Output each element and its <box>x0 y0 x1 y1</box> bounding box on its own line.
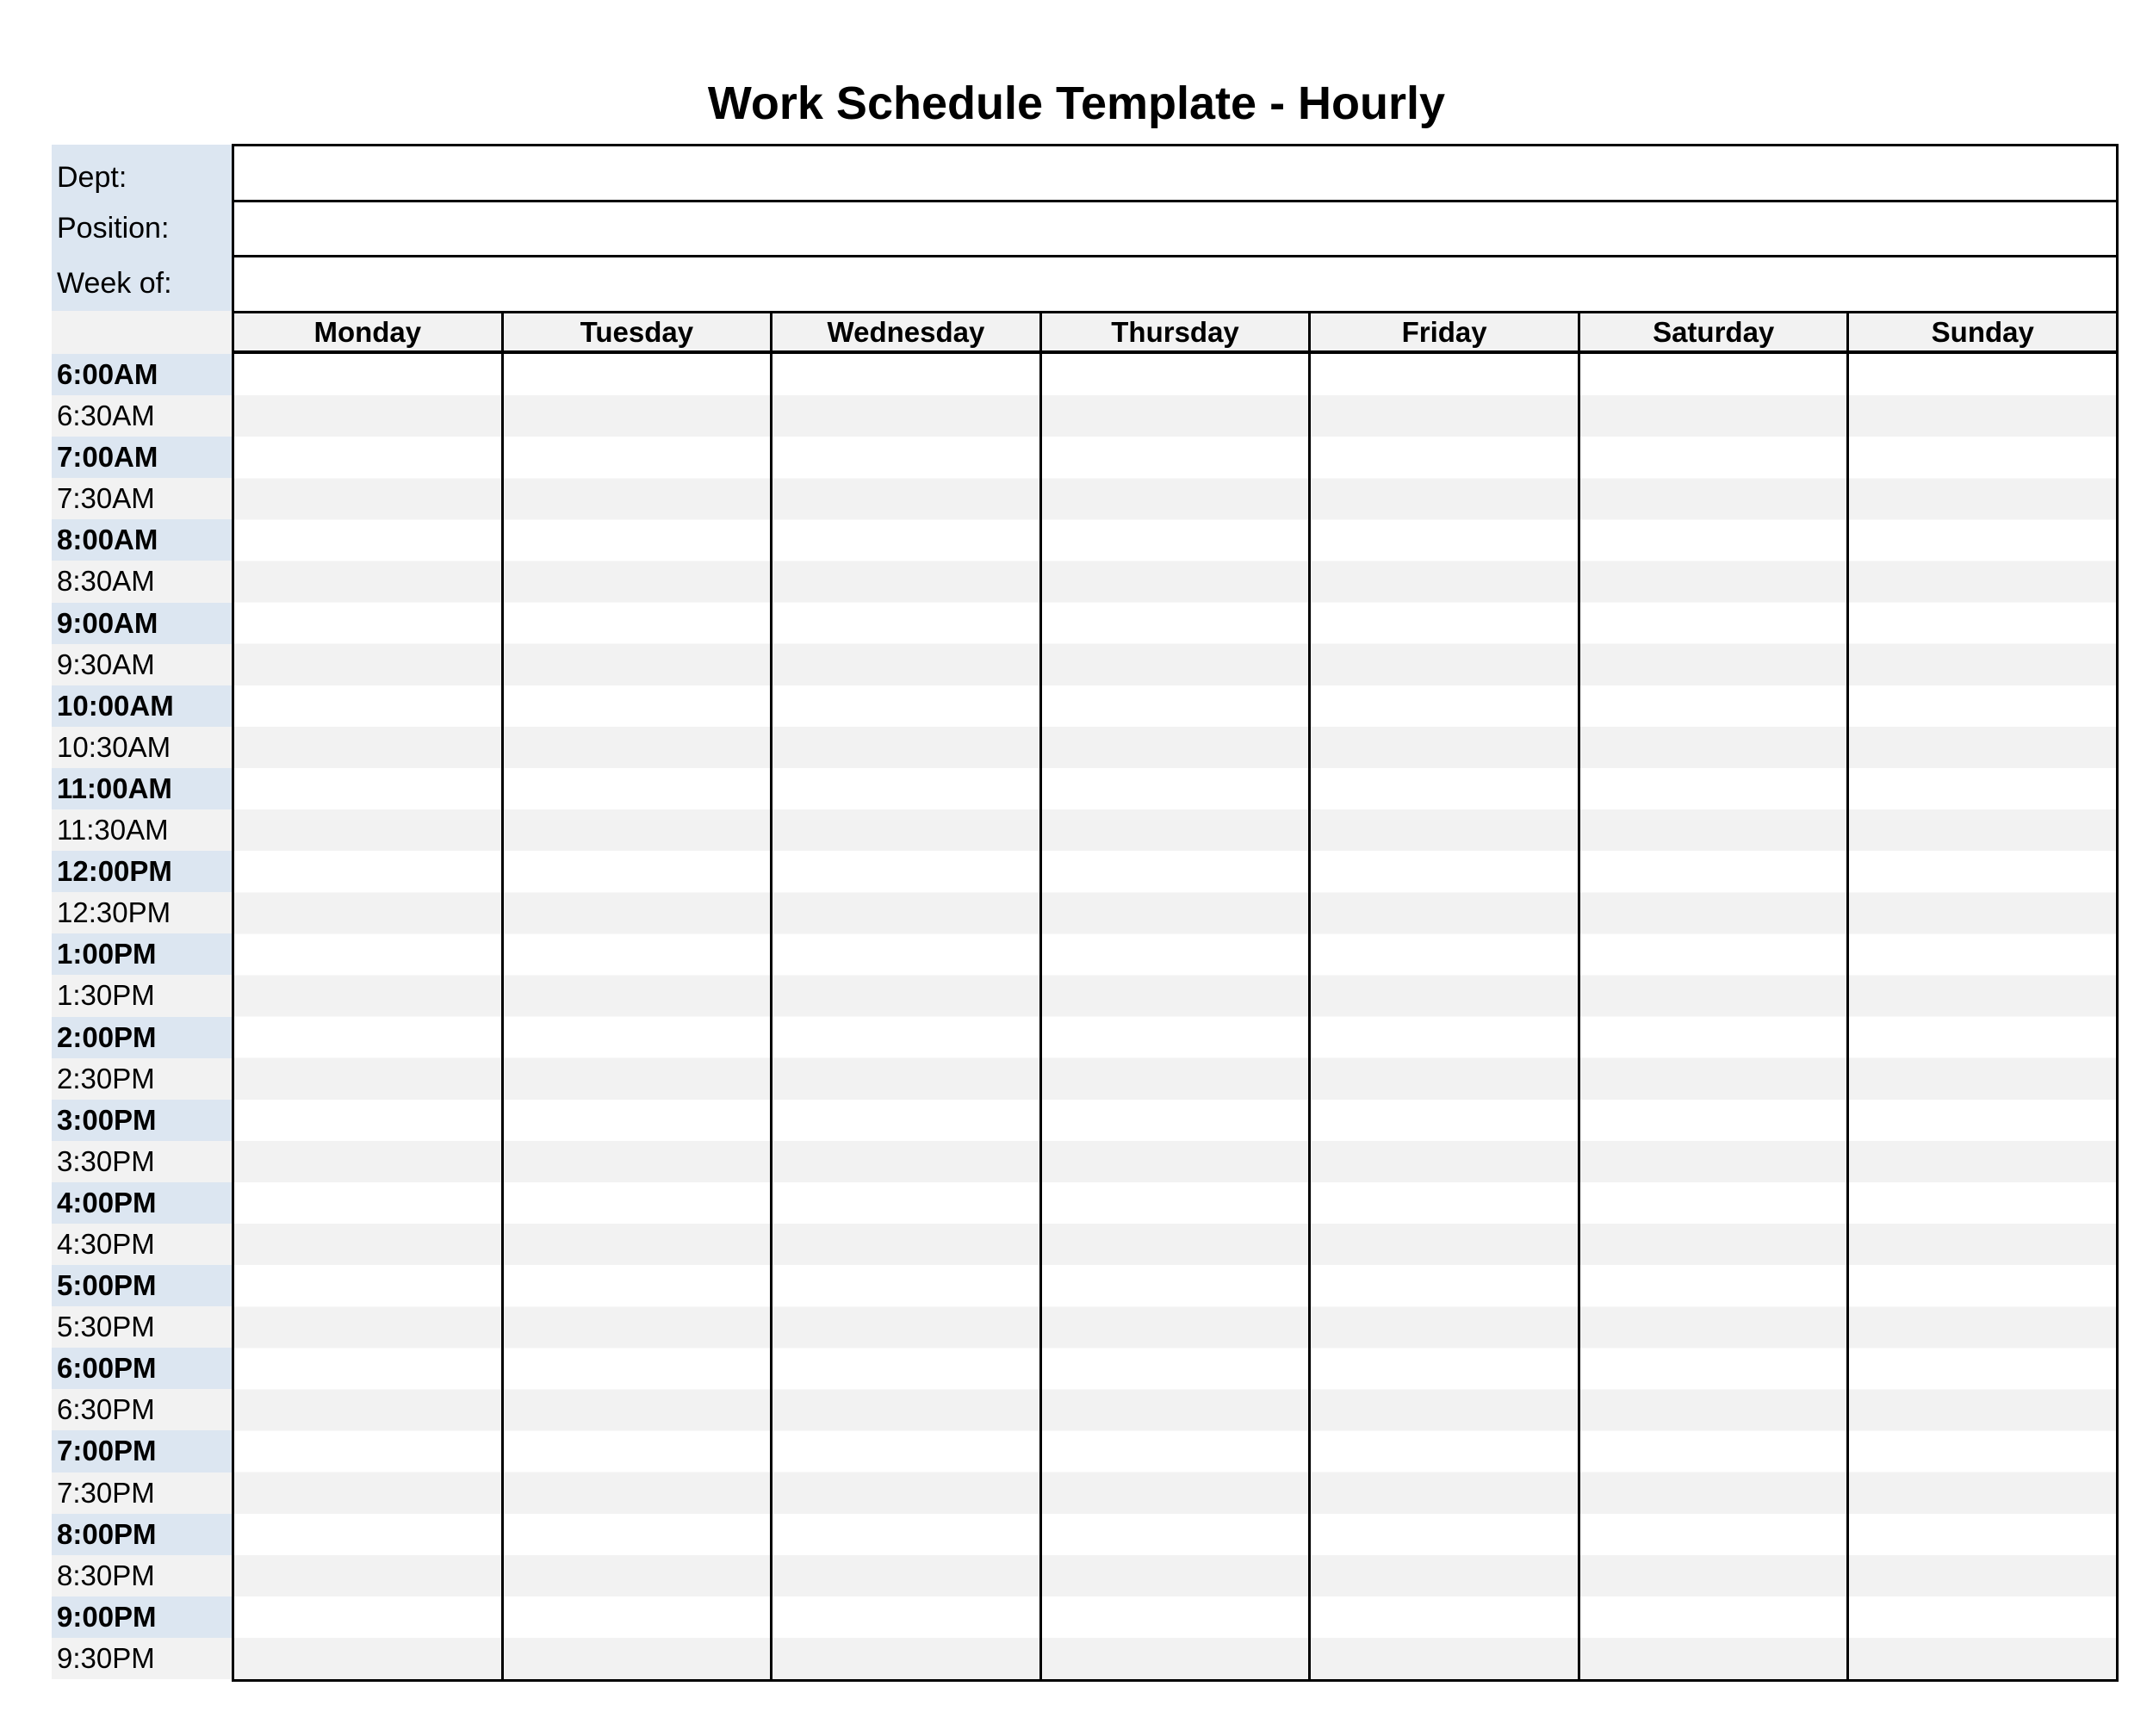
time-label: 8:30PM <box>52 1555 232 1596</box>
day-header-row <box>232 311 2119 354</box>
week-of-label: Week of: <box>52 256 232 311</box>
position-label: Position: <box>52 201 232 256</box>
time-label: 4:00PM <box>52 1182 232 1224</box>
time-label: 6:30PM <box>52 1389 232 1430</box>
dept-label: Dept: <box>52 145 232 201</box>
day-header-friday: Friday <box>1308 313 1578 350</box>
time-label: 12:30PM <box>52 892 232 933</box>
time-label: 10:30AM <box>52 727 232 768</box>
schedule-column-saturday[interactable] <box>1578 354 1847 1679</box>
time-label: 3:30PM <box>52 1141 232 1182</box>
day-header-saturday: Saturday <box>1578 313 1847 350</box>
time-label: 12:00PM <box>52 851 232 892</box>
day-header-sunday: Sunday <box>1846 313 2116 350</box>
day-header-thursday: Thursday <box>1039 313 1309 350</box>
time-label: 8:00PM <box>52 1514 232 1555</box>
time-label: 9:30PM <box>52 1638 232 1679</box>
time-label: 7:30AM <box>52 478 232 519</box>
time-label: 3:00PM <box>52 1100 232 1141</box>
time-label: 2:00PM <box>52 1017 232 1058</box>
time-labels-column <box>52 354 232 1679</box>
time-label: 6:30AM <box>52 395 232 437</box>
time-label: 7:00PM <box>52 1430 232 1472</box>
time-label: 7:30PM <box>52 1472 232 1514</box>
time-label: 10:00AM <box>52 685 232 727</box>
time-label: 5:00PM <box>52 1265 232 1306</box>
time-label: 2:30PM <box>52 1058 232 1100</box>
time-label: 6:00PM <box>52 1348 232 1389</box>
time-label: 9:00PM <box>52 1596 232 1638</box>
time-label: 5:30PM <box>52 1306 232 1348</box>
time-label: 1:00PM <box>52 933 232 975</box>
time-label: 6:00AM <box>52 354 232 395</box>
schedule-column-wednesday[interactable] <box>770 354 1039 1679</box>
time-label: 11:30AM <box>52 809 232 851</box>
time-label: 9:00AM <box>52 603 232 644</box>
schedule-column-thursday[interactable] <box>1039 354 1309 1679</box>
time-label: 7:00AM <box>52 437 232 478</box>
time-label: 8:00AM <box>52 519 232 561</box>
schedule-column-monday[interactable] <box>234 354 501 1679</box>
time-label: 4:30PM <box>52 1224 232 1265</box>
day-header-monday: Monday <box>313 316 422 348</box>
header-corner-cell <box>52 311 232 354</box>
time-label: 8:30AM <box>52 561 232 602</box>
schedule-column-friday[interactable] <box>1308 354 1578 1679</box>
page-title: Work Schedule Template - Hourly <box>707 78 1446 129</box>
position-field[interactable] <box>232 200 2119 258</box>
time-label: 11:00AM <box>52 768 232 809</box>
week-of-field[interactable] <box>232 255 2119 313</box>
schedule-column-sunday[interactable] <box>1846 354 2116 1679</box>
dept-field[interactable] <box>232 144 2119 202</box>
schedule-grid[interactable] <box>232 354 2119 1682</box>
time-label: 1:30PM <box>52 975 232 1016</box>
schedule-column-tuesday[interactable] <box>501 354 771 1679</box>
day-header-wednesday: Wednesday <box>770 313 1039 350</box>
time-label: 9:30AM <box>52 644 232 685</box>
day-header-tuesday: Tuesday <box>501 313 771 350</box>
